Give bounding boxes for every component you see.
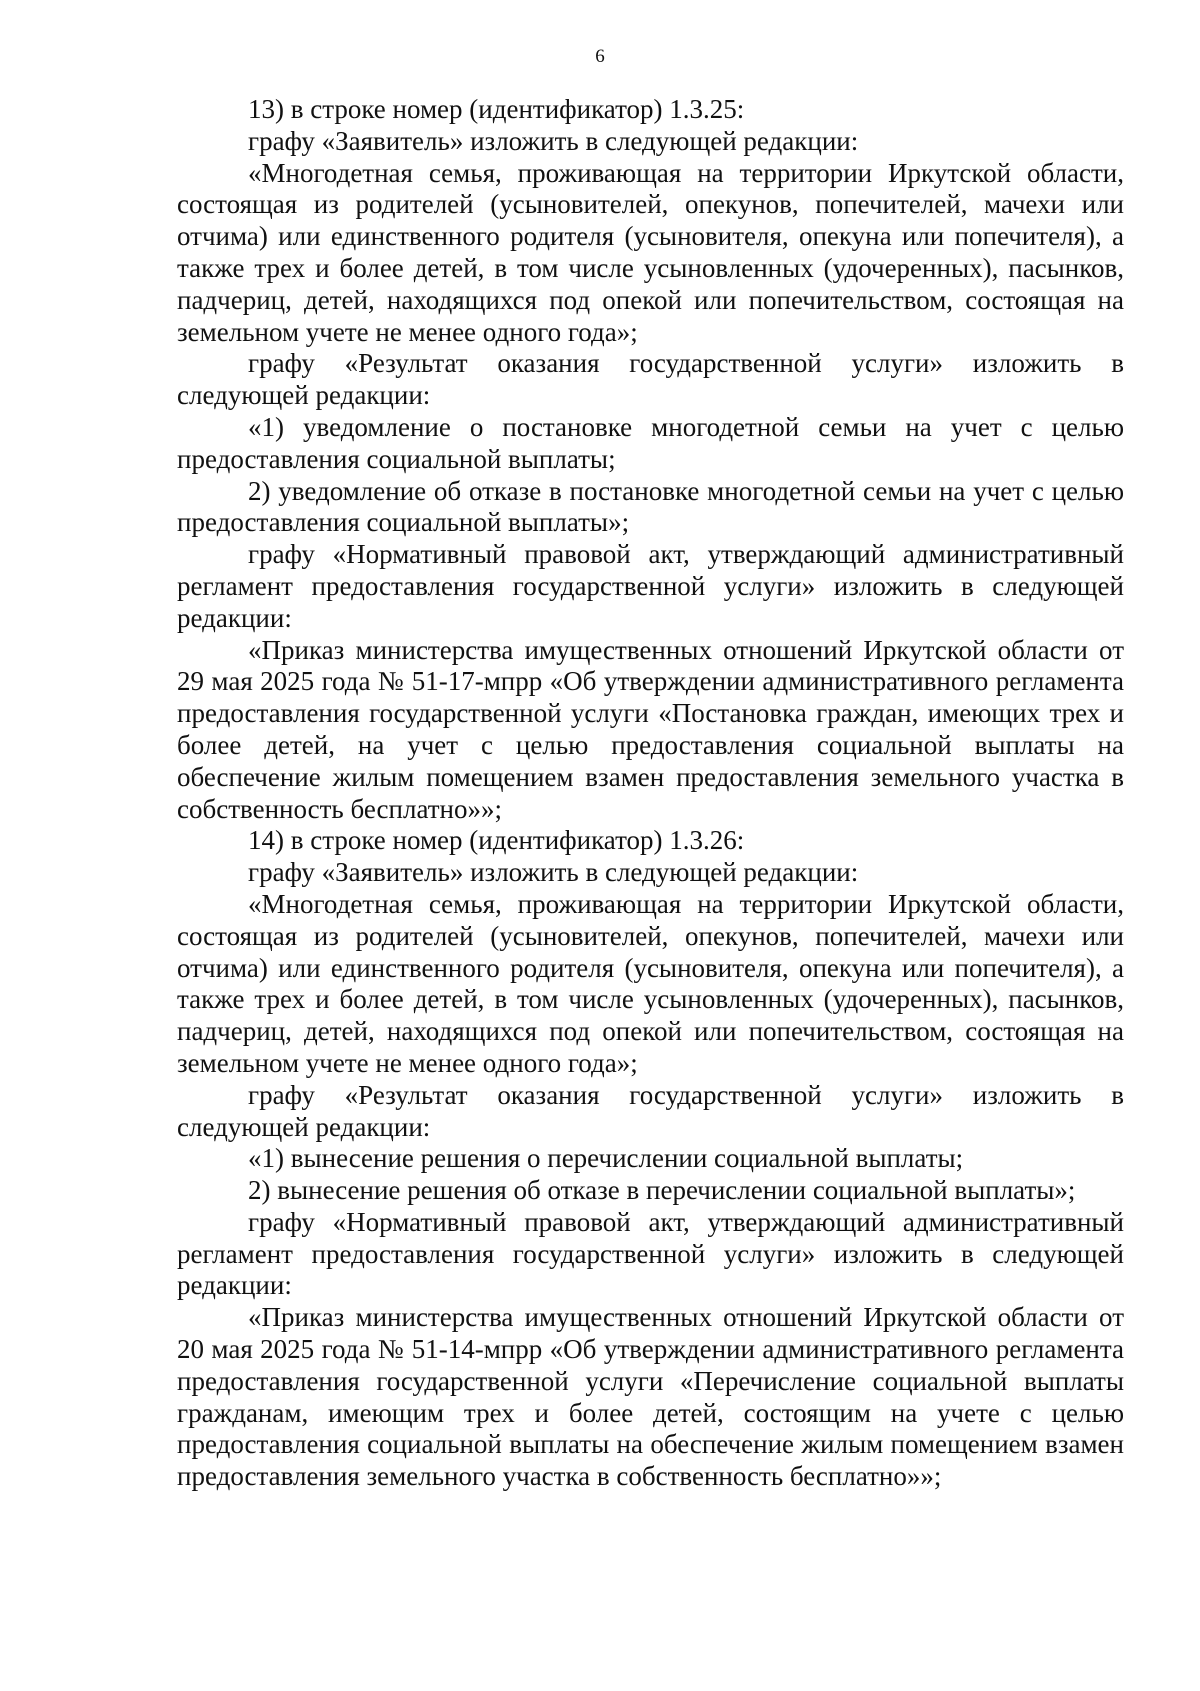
page-number: 6 [595, 46, 605, 67]
document-body [177, 94, 1124, 1493]
item-13-applicant-instruction: графу «Заявитель» изложить в следующей редакции: [248, 125, 859, 156]
item-14-result-instruction: графу «Результат оказания государственной услуги» изложить в следующей редакции: [177, 1079, 1124, 1142]
item-14-legal-act-instruction: графу «Нормативный правовой акт, утверждающий административный регламент предоставления государственной услуги» изложить в следующей редакции: [177, 1206, 1124, 1301]
item-14-result-option-1: «1) вынесение решения о перечислении социальной выплаты; [248, 1143, 964, 1174]
item-14-result-option-2: 2) вынесение решения об отказе в перечислении социальной выплаты»; [248, 1175, 1076, 1206]
item-14-applicant-text: «Многодетная семья, проживающая на территории Иркутской области, состоящая из родителей (усыновителей, опекунов, попечителей, мачехи или отчима) или единственного родителя (усыновителя, опекуна или попечителя), а также трех и более детей, в том числе усыновленных (удочеренных), пасынков, падчериц, детей, находящихся под опекой или попечительством, состоящая на земельном учете не менее одного года»; [177, 888, 1124, 1078]
item-14-applicant-instruction: графу «Заявитель» изложить в следующей редакции: [248, 857, 859, 888]
item-14-heading: 14) в строке номер (идентификатор) 1.3.26: [248, 825, 745, 856]
item-13-result-option-1: «1) уведомление о постановке многодетной семьи на учет с целью предоставления социальной выплаты; [177, 411, 1124, 474]
item-13-result-option-2: 2) уведомление об отказе в постановке многодетной семьи на учет с целью предоставления социальной выплаты»; [177, 475, 1124, 538]
item-13-result-instruction: графу «Результат оказания государственной услуги» изложить в следующей редакции: [177, 348, 1124, 411]
item-13-legal-act-instruction: графу «Нормативный правовой акт, утверждающий административный регламент предоставления государственной услуги» изложить в следующей редакции: [177, 539, 1124, 633]
item-13-legal-act-text: «Приказ министерства имущественных отношений Иркутской области от 29 мая 2025 года № 51-17-мпрр «Об утверждении административного регламента предоставления государственной услуги «Постановка граждан, имеющих трех и более детей, на учет с целью предоставления социальной выплаты на обеспечение жилым помещением взамен предоставления земельного участка в собственность бесплатно»»; [177, 634, 1124, 824]
item-13-applicant-text: «Многодетная семья, проживающая на территории Иркутской области, состоящая из родителей (усыновителей, опекунов, попечителей, мачехи или отчима) или единственного родителя (усыновителя, опекуна или попечителя), а также трех и более детей, в том числе усыновленных (удочеренных), пасынков, падчериц, детей, находящихся под опекой или попечительством, состоящая на земельном учете не менее одного года»; [177, 157, 1124, 347]
item-13-heading: 13) в строке номер (идентификатор) 1.3.25: [248, 94, 745, 124]
item-14-legal-act-text: «Приказ министерства имущественных отношений Иркутской области от 20 мая 2025 года № 51-14-мпрр «Об утверждении административного регламента предоставления государственной услуги «Перечисление социальной выплаты гражданам, имеющим трех и более детей, состоящим на учете с целью предоставления социальной выплаты на обеспечение жилым помещением взамен предоставления земельного участка в собственность бесплатно»»; [177, 1302, 1124, 1492]
